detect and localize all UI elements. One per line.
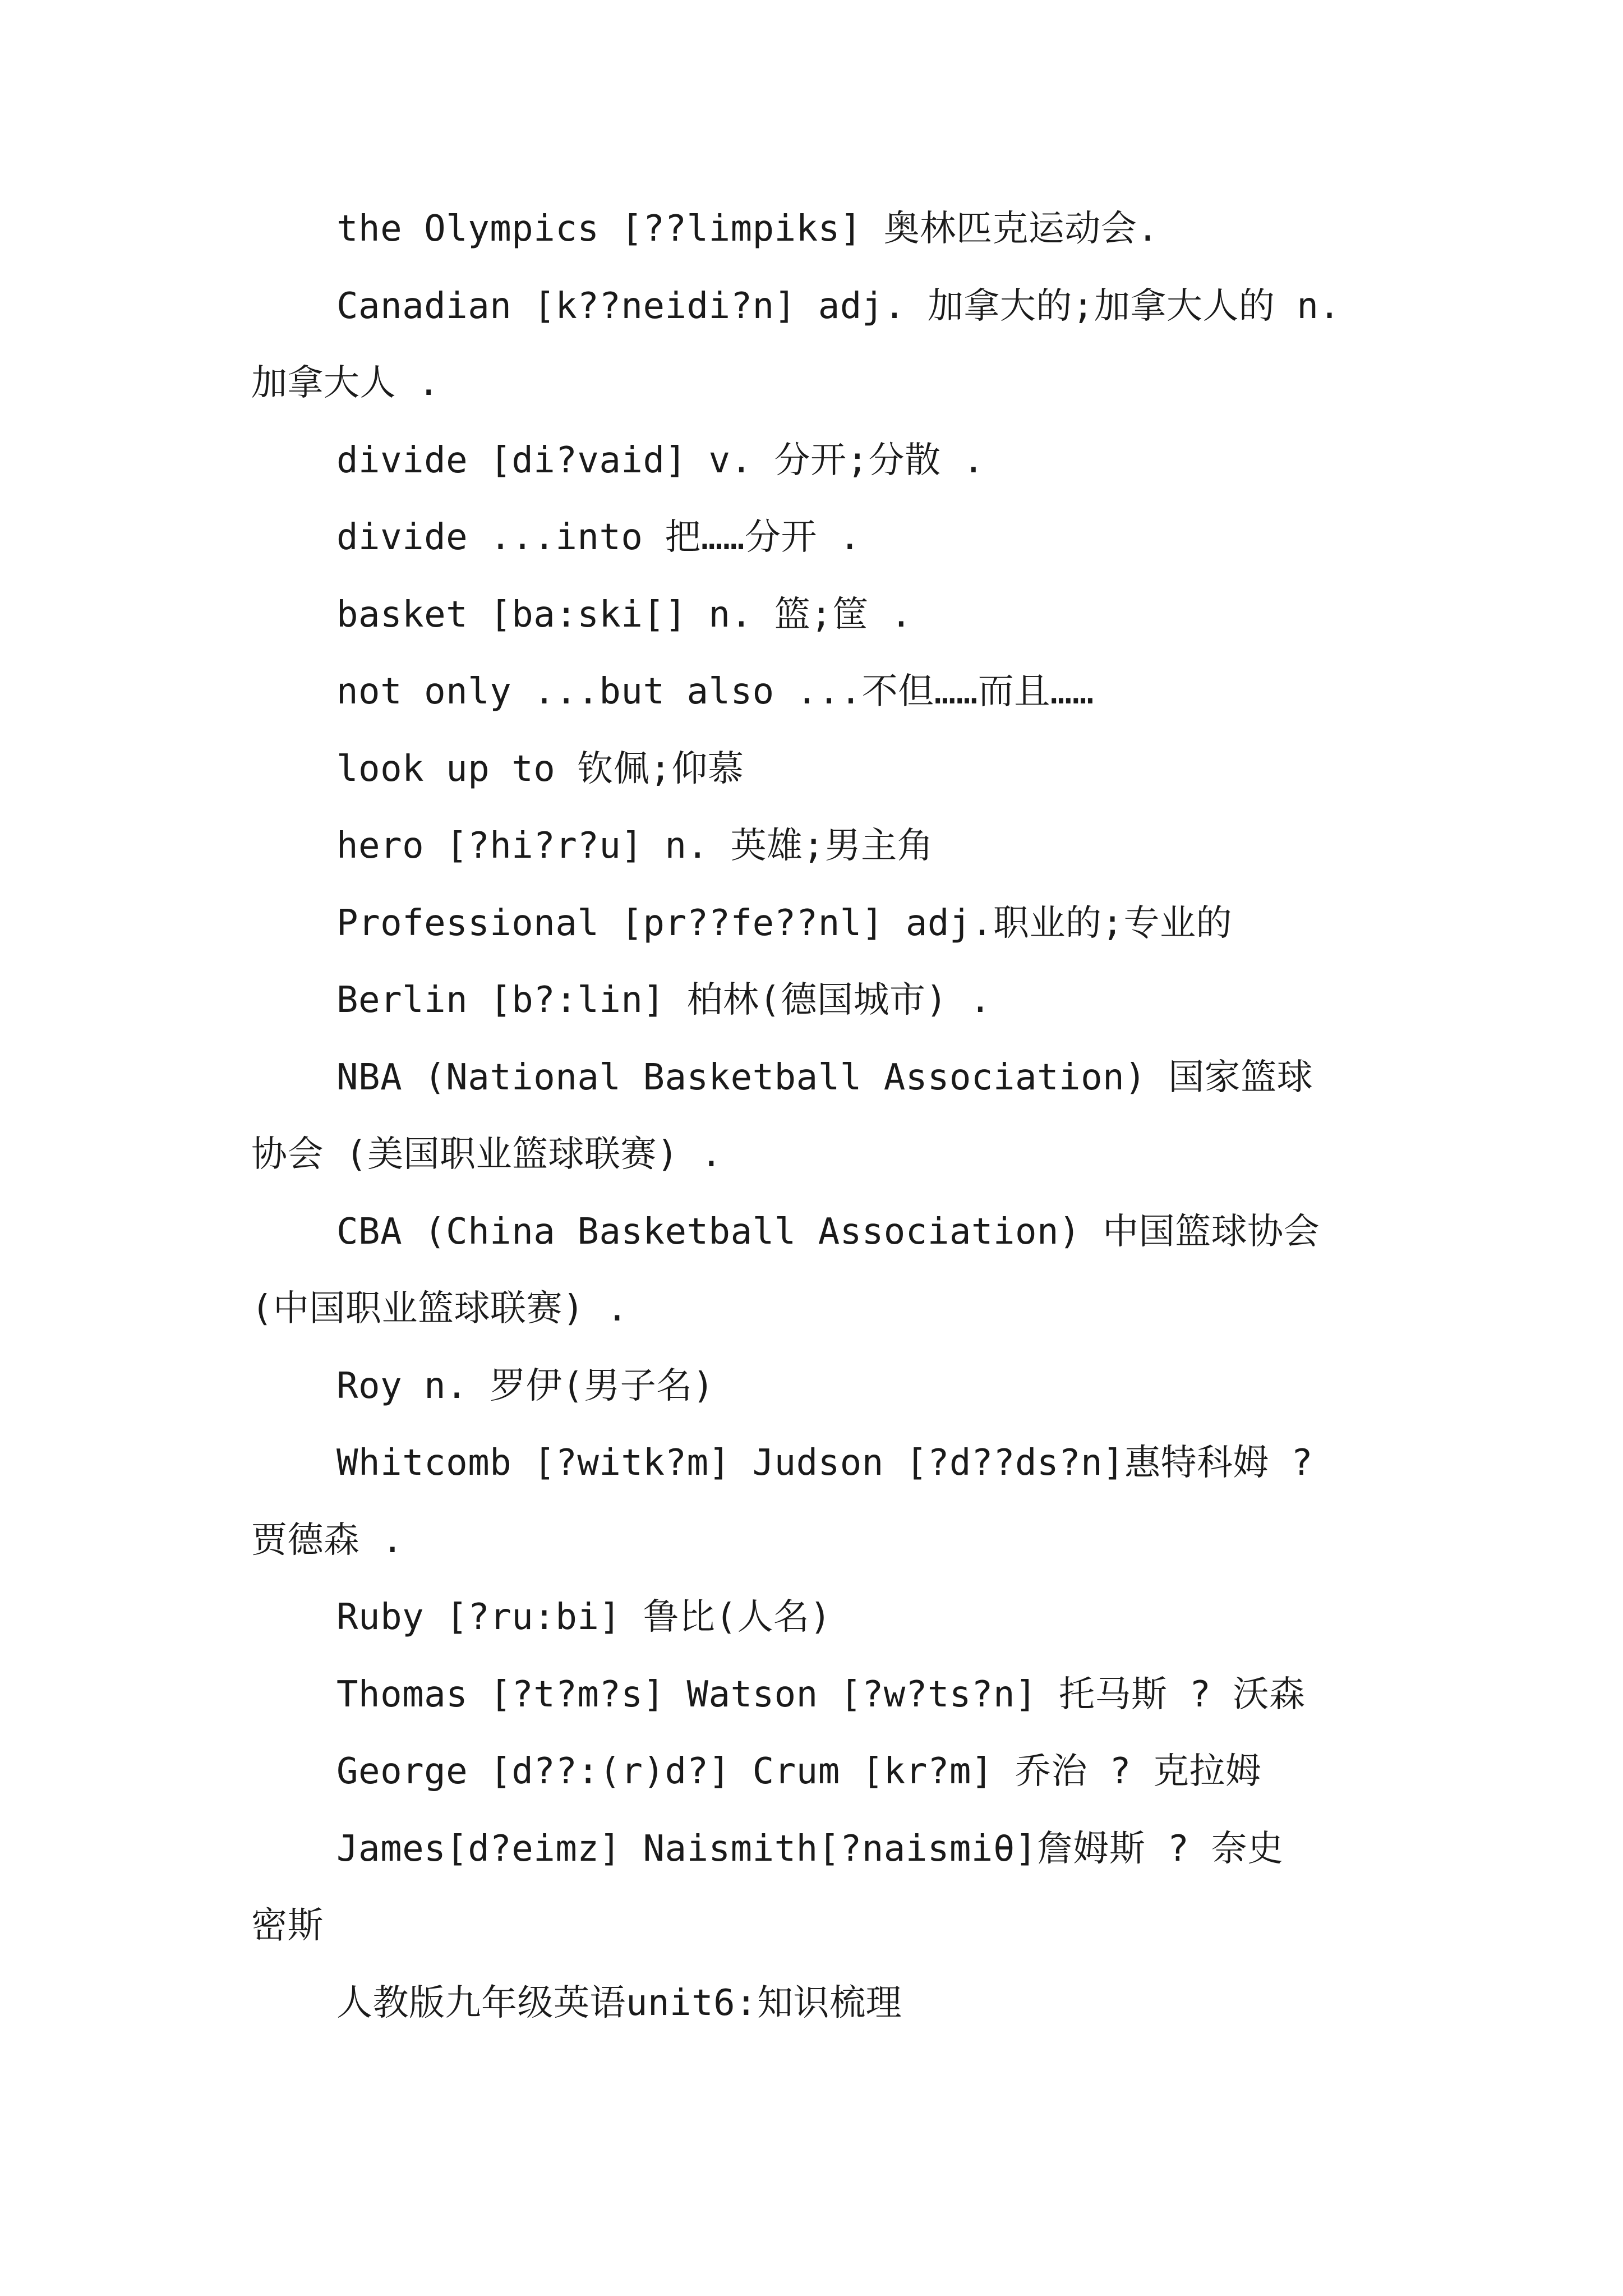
vocab-line-divide: divide [di?vaid] v. 分开;分散 . (336, 439, 985, 481)
vocab-line-james-cont: 密斯 (251, 1905, 324, 1947)
vocab-line-olympics: the Olympics [??limpiks] 奥林匹克运动会. (336, 208, 1159, 250)
vocab-line-cba-cont: (中国职业篮球联赛) . (251, 1288, 629, 1329)
vocab-line-canadian: Canadian [k??neidi?n] adj. 加拿大的;加拿大人的 n. (336, 285, 1341, 327)
vocab-line-divide-into: divide ...into 把……分开 . (336, 517, 861, 558)
vocab-line-not-only: not only ...but also ...不但……而且…… (336, 671, 1094, 712)
vocab-line-ruby: Ruby [?ru:bi] 鲁比(人名) (336, 1596, 832, 1638)
vocab-line-nba: NBA (National Basketball Association) 国家篮球 (336, 1056, 1313, 1098)
vocab-line-professional: Professional [pr??fe??nl] adj.职业的;专业的 (336, 902, 1232, 944)
vocab-line-hero: hero [?hi?r?u] n. 英雄;男主角 (336, 825, 934, 867)
vocab-line-basket: basket [ba:ski[] n. 篮;筐 . (336, 593, 912, 636)
vocab-line-george: George [d??:(r)d?] Crum [kr?m] 乔治 ? 克拉姆 (336, 1751, 1262, 1792)
vocab-line-whitcomb: Whitcomb [?witk?m] Judson [?d??ds?n]惠特科姆 ? (336, 1442, 1313, 1484)
vocab-line-thomas: Thomas [?t?m?s] Watson [?w?ts?n] 托马斯 ? 沃森 (336, 1673, 1306, 1715)
vocab-line-whitcomb-cont: 贾德森 . (251, 1519, 404, 1561)
vocab-line-roy: Roy n. 罗伊(男子名) (336, 1365, 714, 1407)
vocab-line-look-up-to: look up to 钦佩;仰慕 (336, 748, 744, 790)
document-footer-title: 人教版九年级英语unit6:知识梳理 (336, 1982, 902, 2024)
vocabulary-list (251, 191, 1401, 2042)
vocab-line-james: James[d?eimz] Naismith[?naismiθ]詹姆斯 ? 奈史 (336, 1828, 1284, 1870)
vocab-line-cba: CBA (China Basketball Association) 中国篮球协会 (336, 1211, 1320, 1253)
vocab-line-nba-cont: 协会 (美国职业篮球联赛) . (251, 1134, 723, 1175)
vocab-line-canadian-cont: 加拿大人 . (251, 362, 440, 404)
vocab-line-berlin: Berlin [b?:lin] 柏林(德国城市) . (336, 979, 992, 1021)
